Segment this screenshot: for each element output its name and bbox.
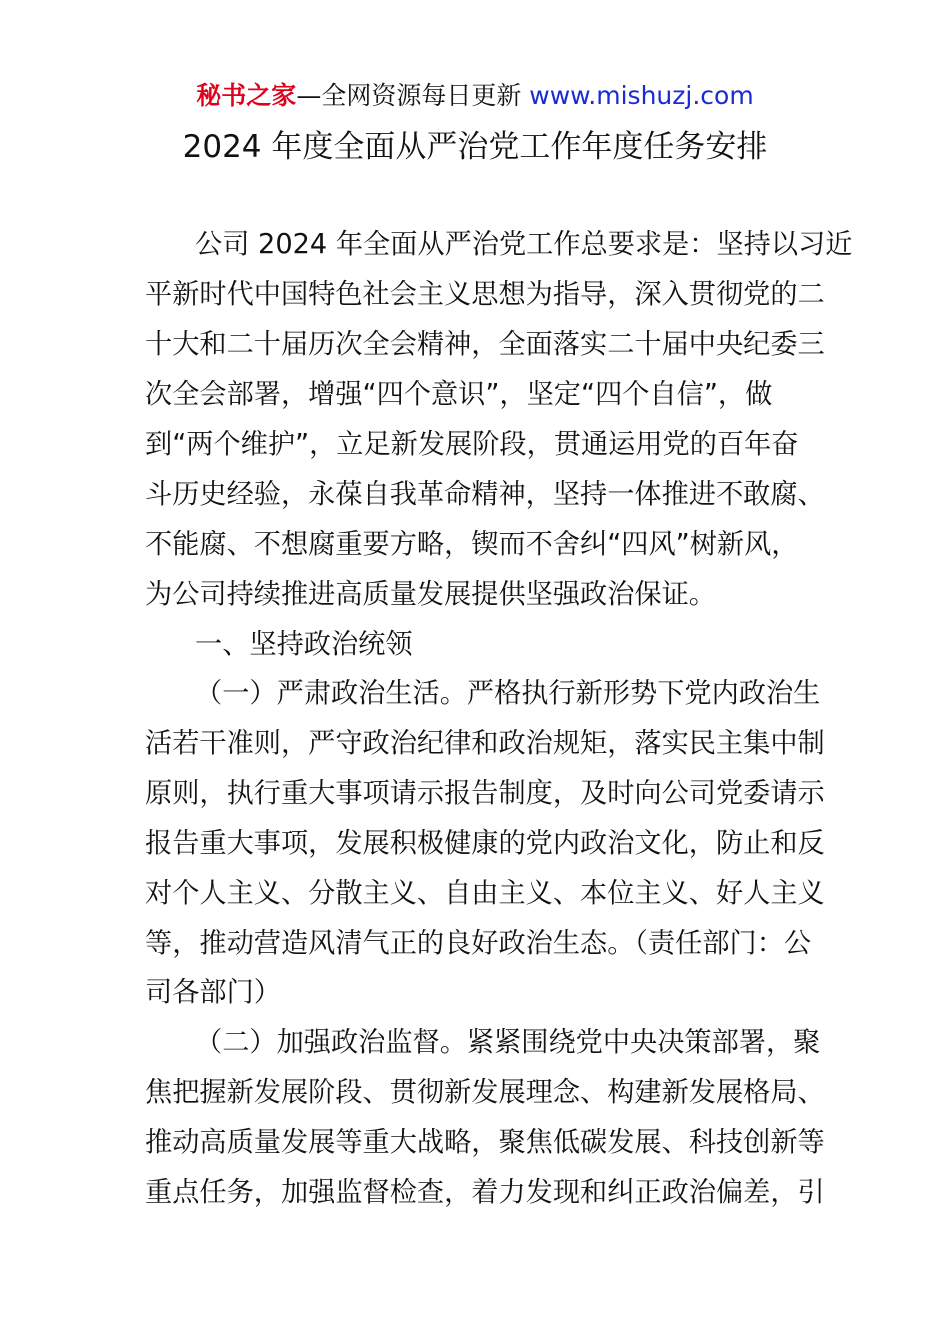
- header-tagline: —全网资源每日更新: [296, 81, 530, 110]
- paragraph-line: 焦把握新发展阶段、贯彻新发展理念、构建新发展格局、: [145, 1077, 825, 1108]
- paragraph-line: 等，推动营造风清气正的良好政治生态。（责任部门：公: [145, 928, 812, 959]
- paragraph-line: 为公司持续推进高质量发展提供坚强政治保证。: [145, 579, 716, 610]
- paragraph-line: 次全会部署，增强“四个意识”，坚定“四个自信”，做: [145, 379, 773, 410]
- paragraph-line: 推动高质量发展等重大战略，聚焦低碳发展、科技创新等: [145, 1127, 825, 1158]
- brand-name: 秘书之家: [196, 81, 297, 110]
- paragraph-line: 到“两个维护”，立足新发展阶段，贯通运用党的百年奋: [145, 429, 799, 460]
- paragraph-line: （一）严肃政治生活。严格执行新形势下党内政治生: [195, 678, 821, 709]
- paragraph-line: 活若干准则，严守政治纪律和政治规矩，落实民主集中制: [145, 728, 825, 759]
- paragraph-line: 公司 2024 年全面从严治党工作总要求是：坚持以习近: [195, 229, 853, 260]
- paragraph-line: 原则，执行重大事项请示报告制度，及时向公司党委请示: [145, 778, 825, 809]
- site-header: [0, 80, 950, 112]
- paragraph-line: 报告重大事项，发展积极健康的党内政治文化，防止和反: [145, 828, 825, 859]
- document-title: 2024 年度全面从严治党工作年度任务安排: [182, 129, 768, 165]
- paragraph-line: （二）加强政治监督。紧紧围绕党中央决策部署，聚: [195, 1027, 821, 1058]
- paragraph-line: 斗历史经验，永葆自我革命精神，坚持一体推进不敢腐、: [145, 479, 825, 510]
- paragraph-line: 十大和二十届历次全会精神，全面落实二十届中央纪委三: [145, 329, 825, 360]
- paragraph-line: 不能腐、不想腐重要方略，锲而不舍纠“四风”树新风，: [145, 529, 799, 560]
- paragraph-line: 重点任务，加强监督检查，着力发现和纠正政治偏差，引: [145, 1177, 825, 1208]
- paragraph-line: 对个人主义、分散主义、自由主义、本位主义、好人主义: [145, 878, 825, 909]
- site-url-link[interactable]: www.mishuzj.com: [529, 81, 754, 110]
- section-heading: 一、坚持政治统领: [195, 629, 413, 660]
- paragraph-line: 司各部门）: [145, 977, 281, 1008]
- paragraph-line: 平新时代中国特色社会主义思想为指导，深入贯彻党的二: [145, 279, 825, 310]
